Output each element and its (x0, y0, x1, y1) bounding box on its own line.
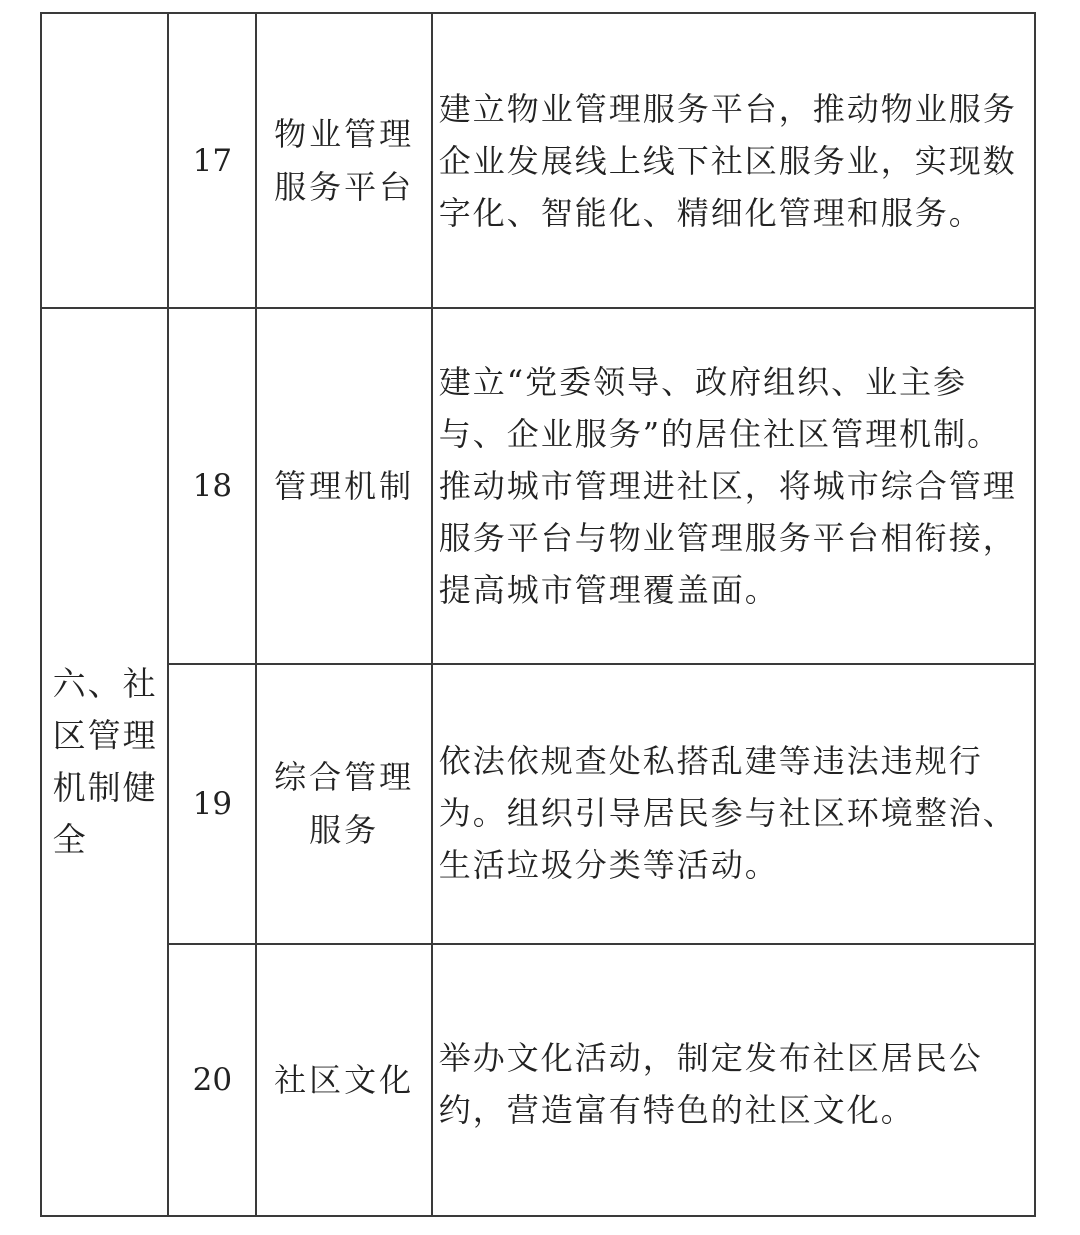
policy-table (40, 12, 1036, 1217)
description-cell (432, 944, 1035, 1216)
item-description: 建立“党委领导、政府组织、业主参与、企业服务”的居住社区管理机制。推动城市管理进社区，将城市综合管理服务平台与物业管理服务平台相衔接，提高城市管理覆盖面。 (438, 363, 1017, 609)
description-cell (432, 308, 1035, 664)
table-row (41, 664, 1035, 944)
category-cell (41, 308, 168, 1216)
category-cell-empty (41, 13, 168, 308)
table-row (41, 13, 1035, 308)
description-cell (432, 13, 1035, 308)
item-name-cell (256, 13, 431, 308)
item-name: 社区文化 (274, 1060, 415, 1099)
item-name: 管理机制 (274, 466, 415, 505)
row-number: 19 (168, 664, 256, 944)
item-name-cell (256, 664, 431, 944)
table-row (41, 308, 1035, 664)
item-name: 综合管理服务 (274, 758, 415, 849)
item-name: 物业管理服务平台 (274, 114, 415, 206)
item-description: 建立物业管理服务平台，推动物业服务企业发展线上线下社区服务业，实现数字化、智能化、精细化管理和服务。 (438, 89, 1017, 232)
row-number: 17 (168, 13, 256, 308)
row-number: 18 (168, 308, 256, 664)
item-name-cell (256, 308, 431, 664)
item-description: 依法依规查处私搭乱建等违法违规行为。组织引导居民参与社区环境整治、生活垃圾分类等活动。 (438, 742, 1017, 884)
description-cell (432, 664, 1035, 944)
item-name-cell (256, 944, 431, 1216)
row-number: 20 (168, 944, 256, 1216)
table-row (41, 944, 1035, 1216)
category-label: 六、社区管理机制健全 (52, 664, 158, 859)
item-description: 举办文化活动，制定发布社区居民公约，营造富有特色的社区文化。 (438, 1039, 983, 1129)
